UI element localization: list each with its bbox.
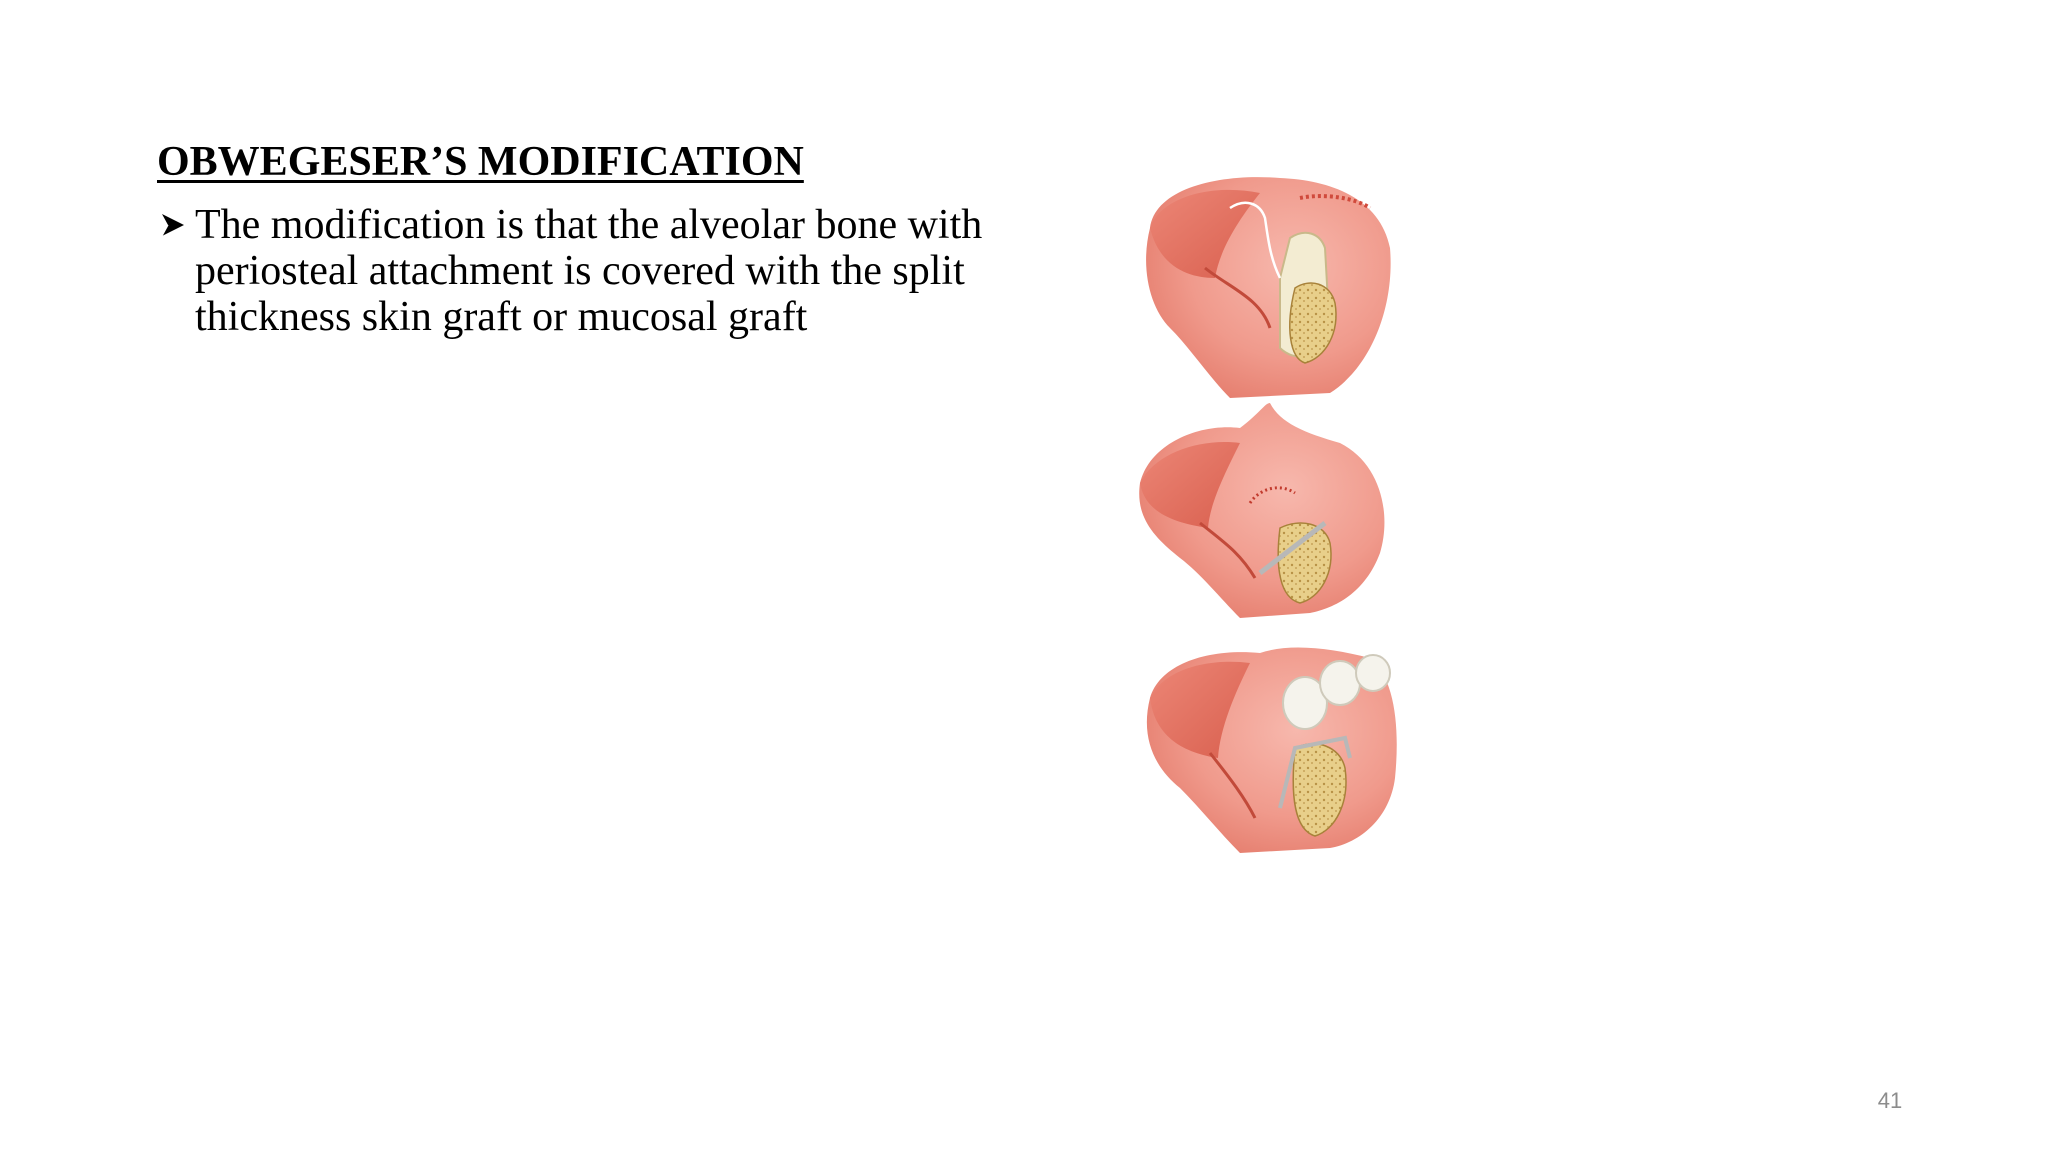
- bullet-line: thickness skin graft or mucosal graft: [195, 294, 808, 340]
- stage-1-diagram: [1146, 177, 1391, 398]
- page-number: 41: [1877, 1088, 1903, 1113]
- arrowhead-bullet-icon: [157, 202, 189, 248]
- bullet-list: [157, 202, 1057, 340]
- bullet-line: periosteal attachment is covered with the split: [195, 248, 965, 294]
- stage-3-diagram: [1147, 648, 1397, 853]
- bullet-line: The modification is that the alveolar bone with: [195, 202, 983, 248]
- stage-2-diagram: [1139, 403, 1384, 618]
- vestibuloplasty-stages-illustration: [1130, 168, 1420, 868]
- slide-title: OBWEGESER’S MODIFICATION: [157, 139, 804, 185]
- bullet-item: [157, 202, 1057, 340]
